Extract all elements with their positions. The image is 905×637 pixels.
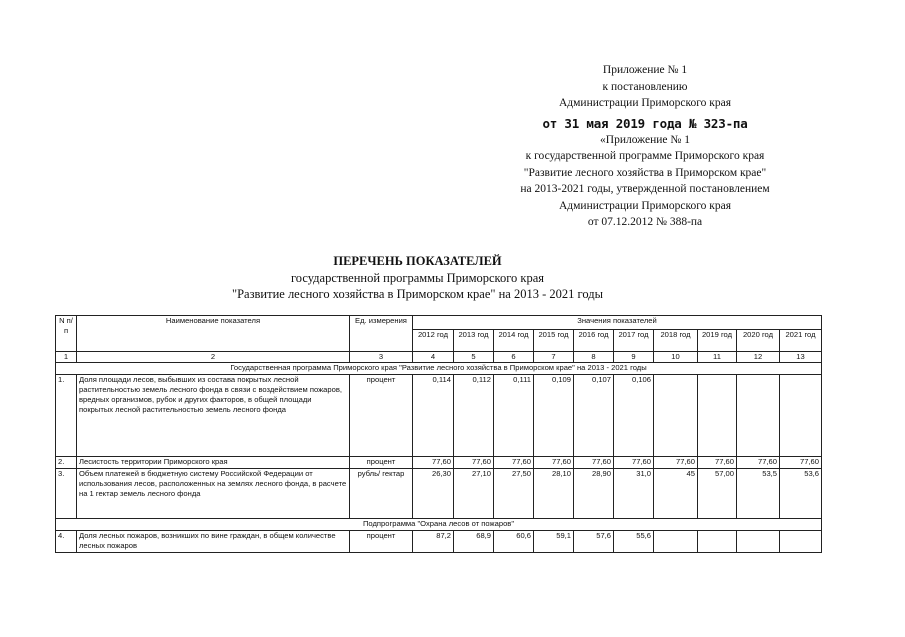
column-number: 11 [698,352,737,363]
value-cell: 45 [654,469,698,519]
row-num: 1. [56,375,77,457]
value-cell: 27,10 [454,469,494,519]
appendix-line-10: от 07.12.2012 № 388-па [587,216,703,228]
approval-stamp: от 31 мая 2019 года № 323-па [542,115,748,131]
year-cell: 2016 год [574,330,614,352]
value-cell: 28,10 [534,469,574,519]
header-num: N п/п [56,316,77,352]
table-row [56,531,822,553]
value-cell: 60,6 [494,531,534,553]
appendix-line-2: к постановлению [602,80,688,93]
header-unit: Ед. измерения [350,316,413,352]
value-cell: 27,50 [494,469,534,519]
column-number: 3 [350,352,413,363]
appendix-line-8: на 2013-2021 годы, утвержденной постановлением [520,183,770,195]
row-unit: процент [350,457,413,469]
row-num: 2. [56,457,77,469]
value-cell: 77,60 [698,457,737,469]
value-cell: 77,60 [534,457,574,469]
table-row [56,457,822,469]
value-cell: 53,6 [780,469,822,519]
value-cell [654,531,698,553]
value-cell: 87,2 [413,531,454,553]
table-row [56,469,822,519]
column-number: 1 [56,352,77,363]
value-cell: 0,106 [614,375,654,457]
value-cell: 55,6 [614,531,654,553]
column-number: 8 [574,352,614,363]
document-title-block [0,252,835,302]
value-cell: 59,1 [534,531,574,553]
row-name: Объем платежей в бюджетную систему Российской Федерации от использования лесов, расположенных на землях лесного фонда, в расчете на 1 гектар земель лесного фонда [77,469,350,519]
value-cell: 57,6 [574,531,614,553]
column-number: 10 [654,352,698,363]
appendix-header [450,62,840,231]
appendix-line-5: «Приложение № 1 [600,133,690,146]
value-cell [737,375,780,457]
value-cell: 26,30 [413,469,454,519]
column-number: 7 [534,352,574,363]
section-title: Государственная программа Приморского края "Развитие лесного хозяйства в Приморском крае" на 2013 - 2021 годы [56,363,822,375]
year-cell: 2021 год [780,330,822,352]
column-number: 4 [413,352,454,363]
value-cell: 77,60 [454,457,494,469]
value-cell: 53,5 [737,469,780,519]
value-cell [698,531,737,553]
row-num: 4. [56,531,77,553]
year-cell: 2012 год [413,330,454,352]
row-name: Доля площади лесов, выбывших из состава покрытых лесной растительностью земель лесного фонда в связи с воздействием пожаров, вредных организмов, рубок и других факторов, в общей площади покрытых лесной растительностью земель лесного фонда [77,375,350,457]
value-cell: 0,107 [574,375,614,457]
section-row-program [56,363,822,375]
value-cell [780,375,822,457]
value-cell: 28,90 [574,469,614,519]
document-subtitle-2: "Развитие лесного хозяйства в Приморском крае" на 2013 - 2021 годы [231,287,603,301]
value-cell [698,375,737,457]
row-name: Лесистость территории Приморского края [77,457,350,469]
value-cell: 77,60 [574,457,614,469]
column-number: 13 [780,352,822,363]
column-number: 12 [737,352,780,363]
indicators-table [55,315,822,553]
table-row [56,375,822,457]
appendix-line-6: к государственной программе Приморского края [525,150,765,162]
value-cell: 77,60 [494,457,534,469]
column-number: 2 [77,352,350,363]
value-cell: 31,0 [614,469,654,519]
year-cell: 2017 год [614,330,654,352]
header-name: Наименование показателя [77,316,350,352]
section-title: Подпрограмма "Охрана лесов от пожаров" [56,519,822,531]
year-cell: 2020 год [737,330,780,352]
column-number: 6 [494,352,534,363]
row-num: 3. [56,469,77,519]
appendix-line-3: Администрации Приморского края [559,97,731,109]
value-cell: 77,60 [737,457,780,469]
value-cell: 77,60 [614,457,654,469]
value-cell: 0,114 [413,375,454,457]
row-unit: рубль/ гектар [350,469,413,519]
year-cell: 2014 год [494,330,534,352]
value-cell [654,375,698,457]
column-number: 5 [454,352,494,363]
document-subtitle-1: государственной программы Приморского края [290,271,545,285]
section-row-subprogram [56,519,822,531]
value-cell: 77,60 [413,457,454,469]
value-cell [780,531,822,553]
column-number: 9 [614,352,654,363]
year-cell: 2015 год [534,330,574,352]
year-cell: 2013 год [454,330,494,352]
year-cell: 2018 год [654,330,698,352]
value-cell [737,531,780,553]
table-header-row [56,316,822,330]
column-numbers-row [56,352,822,363]
appendix-line-1: Приложение № 1 [602,64,688,76]
document-title: ПЕРЕЧЕНЬ ПОКАЗАТЕЛЕЙ [333,254,502,268]
value-cell: 0,112 [454,375,494,457]
row-unit: процент [350,375,413,457]
value-cell: 0,111 [494,375,534,457]
value-cell: 77,60 [654,457,698,469]
year-cell: 2019 год [698,330,737,352]
value-cell: 68,9 [454,531,494,553]
value-cell: 57,00 [698,469,737,519]
header-values: Значения показателей [413,316,822,330]
value-cell: 0,109 [534,375,574,457]
value-cell: 77,60 [780,457,822,469]
row-unit: процент [350,531,413,553]
row-name: Доля лесных пожаров, возникших по вине граждан, в общем количестве лесных пожаров [77,531,350,553]
appendix-line-7: "Развитие лесного хозяйства в Приморском крае" [523,166,767,179]
appendix-line-9: Администрации Приморского края [559,199,731,212]
